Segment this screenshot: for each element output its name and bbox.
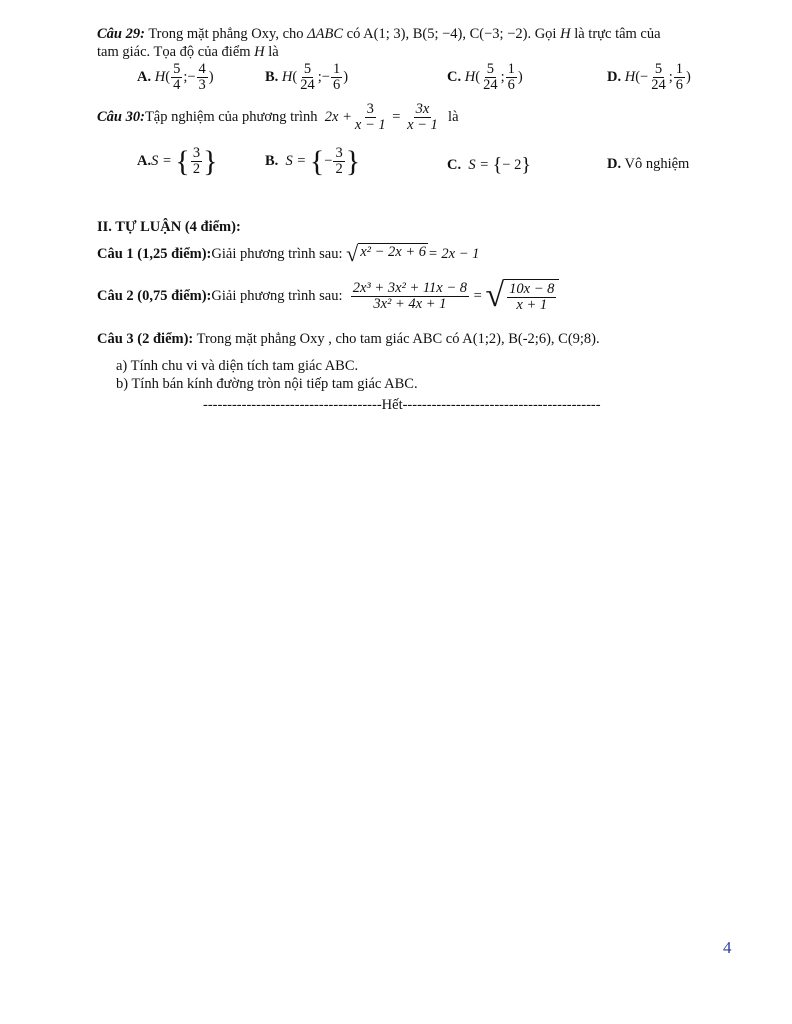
numerator: 4 bbox=[198, 61, 206, 77]
numerator: 3 bbox=[192, 145, 201, 161]
cau3-label: Câu 3 (2 điểm): bbox=[97, 331, 194, 347]
option-letter: D. bbox=[607, 69, 622, 86]
left-brace: { bbox=[492, 154, 503, 176]
fraction bbox=[353, 102, 388, 133]
separator: ; bbox=[668, 69, 673, 86]
denominator: 6 bbox=[507, 77, 515, 94]
section-title: II. TỰ LUẬN (4 điểm): bbox=[97, 219, 241, 235]
q29-h: H bbox=[560, 26, 571, 42]
denominator: x − 1 bbox=[407, 117, 438, 134]
q29-option-b: B. H ( $\frac{5}{24}$ ;− $\frac{1}{6}$ ) bbox=[265, 61, 349, 94]
option-letter: A. bbox=[137, 69, 152, 86]
q29-line2-text: tam giác. Tọa độ của điểm bbox=[97, 44, 255, 60]
q30-text: Tập nghiệm của phương trình bbox=[144, 109, 318, 126]
q29-line2-tail: là bbox=[264, 44, 279, 60]
q29-text3: là trực tâm của bbox=[570, 26, 661, 42]
fraction bbox=[197, 62, 208, 93]
denominator: 3x² + 4x + 1 bbox=[373, 295, 447, 312]
radicand: x² − 2x + 6 bbox=[358, 243, 428, 265]
q29-text1: Trong mặt phẳng Oxy, cho bbox=[144, 26, 308, 42]
option-text: Vô nghiệm bbox=[621, 156, 690, 172]
q30-line bbox=[97, 102, 459, 133]
numerator: 3x bbox=[415, 101, 430, 117]
right-brace: } bbox=[345, 144, 361, 178]
q29-line1 bbox=[97, 26, 661, 43]
radical-sign: √ bbox=[485, 277, 505, 314]
fraction bbox=[298, 62, 317, 93]
q29-line2-h: H bbox=[254, 44, 265, 60]
set-symbol: S = bbox=[468, 157, 490, 173]
denominator: 2 bbox=[192, 161, 201, 178]
cau1-line bbox=[97, 243, 479, 265]
numerator: 2x³ + 3x² + 11x − 8 bbox=[352, 279, 468, 296]
right-brace: } bbox=[521, 154, 531, 176]
cau1-text: Giải phương trình sau: bbox=[211, 245, 343, 262]
square-root bbox=[485, 279, 559, 313]
radicand bbox=[504, 279, 559, 313]
fraction bbox=[506, 62, 517, 93]
q29-triangle: ΔABC bbox=[307, 26, 344, 42]
square-root bbox=[346, 243, 428, 265]
radical-sign: √ bbox=[346, 241, 359, 266]
left-brace: { bbox=[175, 144, 190, 178]
cau2-line bbox=[97, 279, 559, 313]
separator: ;− bbox=[183, 69, 196, 86]
q30-tail: là bbox=[448, 109, 459, 126]
separator: ;− bbox=[317, 69, 330, 86]
q30-eq-left: 2x + bbox=[324, 109, 352, 126]
set-symbol: S = bbox=[285, 153, 307, 170]
numerator: 10x − 8 bbox=[509, 281, 555, 297]
fraction bbox=[649, 62, 668, 93]
right-brace: } bbox=[203, 144, 218, 178]
denominator: 24 bbox=[483, 77, 498, 94]
q30-label: Câu 30: bbox=[97, 109, 145, 126]
denominator: 24 bbox=[300, 77, 315, 94]
option-point: H bbox=[464, 69, 476, 86]
q29-option-d: D. H (− $\frac{5}{24}$ ; $\frac{1}{6}$ ) bbox=[607, 61, 691, 94]
denominator: x + 1 bbox=[516, 297, 548, 314]
denominator: 4 bbox=[173, 77, 181, 94]
q29-option-a: A. H ( $\frac{5}{4}$ ;− $\frac{4}{3}$ ) bbox=[137, 61, 214, 94]
option-point: H bbox=[154, 69, 166, 86]
fraction bbox=[674, 62, 685, 93]
denominator: 3 bbox=[198, 77, 206, 94]
q29-label: Câu 29: bbox=[97, 26, 145, 42]
fraction bbox=[481, 62, 500, 93]
denominator: 6 bbox=[675, 77, 684, 94]
option-point: H bbox=[624, 69, 636, 86]
q30-option-b bbox=[265, 146, 360, 177]
option-letter: A. bbox=[137, 153, 152, 170]
fraction bbox=[333, 146, 344, 177]
numerator: 1 bbox=[332, 61, 341, 77]
denominator: 6 bbox=[332, 77, 341, 94]
cau3-line bbox=[97, 331, 600, 348]
option-point: H bbox=[281, 69, 293, 86]
q29-line2 bbox=[97, 44, 279, 61]
cau3-text: Trong mặt phẳng Oxy , cho tam giác ABC có A(1;2), B(-2;6), C(9;8). bbox=[193, 331, 600, 347]
cau1-rhs: = 2x − 1 bbox=[428, 245, 480, 262]
equals-sign: = bbox=[473, 287, 482, 304]
numerator: 5 bbox=[173, 61, 181, 77]
left-brace: { bbox=[309, 144, 325, 178]
equals-sign: = bbox=[392, 109, 401, 126]
fraction bbox=[171, 62, 182, 93]
end-marker: -------------------------------------Hết----------------------------------------- bbox=[203, 397, 601, 413]
option-letter: B. bbox=[265, 153, 279, 170]
q29-text2: có A(1; 3), B(5; −4), C(−3; −2). Gọi bbox=[343, 26, 561, 42]
numerator: 5 bbox=[303, 61, 312, 77]
fraction bbox=[331, 62, 342, 93]
denominator: 2 bbox=[335, 161, 343, 178]
page-number: 4 bbox=[723, 938, 732, 957]
fraction bbox=[351, 281, 469, 312]
numerator: 3 bbox=[335, 145, 343, 161]
cau2-label: Câu 2 (0,75 điểm): bbox=[97, 287, 212, 304]
q30-option-a bbox=[137, 146, 217, 177]
separator: ; bbox=[500, 69, 505, 86]
q30-option-c bbox=[447, 154, 531, 177]
cau2-text: Giải phương trình sau: bbox=[211, 287, 343, 304]
fraction bbox=[191, 146, 202, 177]
denominator: 24 bbox=[651, 77, 666, 94]
denominator: x − 1 bbox=[354, 117, 386, 134]
set-symbol: S = bbox=[151, 153, 172, 170]
cau3-item-a: a) Tính chu vi và diện tích tam giác ABC. bbox=[116, 358, 359, 374]
numerator: 5 bbox=[486, 61, 494, 77]
q29-option-c: C. H ( $\frac{5}{24}$ ; $\frac{1}{6}$ ) bbox=[447, 61, 523, 94]
cau3-item-b: b) Tính bán kính đường tròn nội tiếp tam giác ABC. bbox=[116, 376, 418, 392]
q30-option-d bbox=[607, 156, 689, 173]
cau1-label: Câu 1 (1,25 điểm): bbox=[97, 245, 212, 262]
numerator: 3 bbox=[366, 101, 374, 117]
fraction bbox=[507, 282, 556, 313]
numerator: 1 bbox=[507, 61, 515, 77]
option-letter: C. bbox=[447, 157, 462, 173]
option-letter: D. bbox=[607, 156, 622, 172]
minus-sign: − bbox=[324, 153, 333, 170]
numerator: 5 bbox=[654, 61, 663, 77]
option-letter: B. bbox=[265, 69, 279, 86]
prefix: (− bbox=[635, 69, 649, 86]
fraction bbox=[405, 102, 440, 133]
numerator: 1 bbox=[675, 61, 684, 77]
set-value: − 2 bbox=[502, 157, 522, 173]
option-letter: C. bbox=[447, 69, 462, 86]
